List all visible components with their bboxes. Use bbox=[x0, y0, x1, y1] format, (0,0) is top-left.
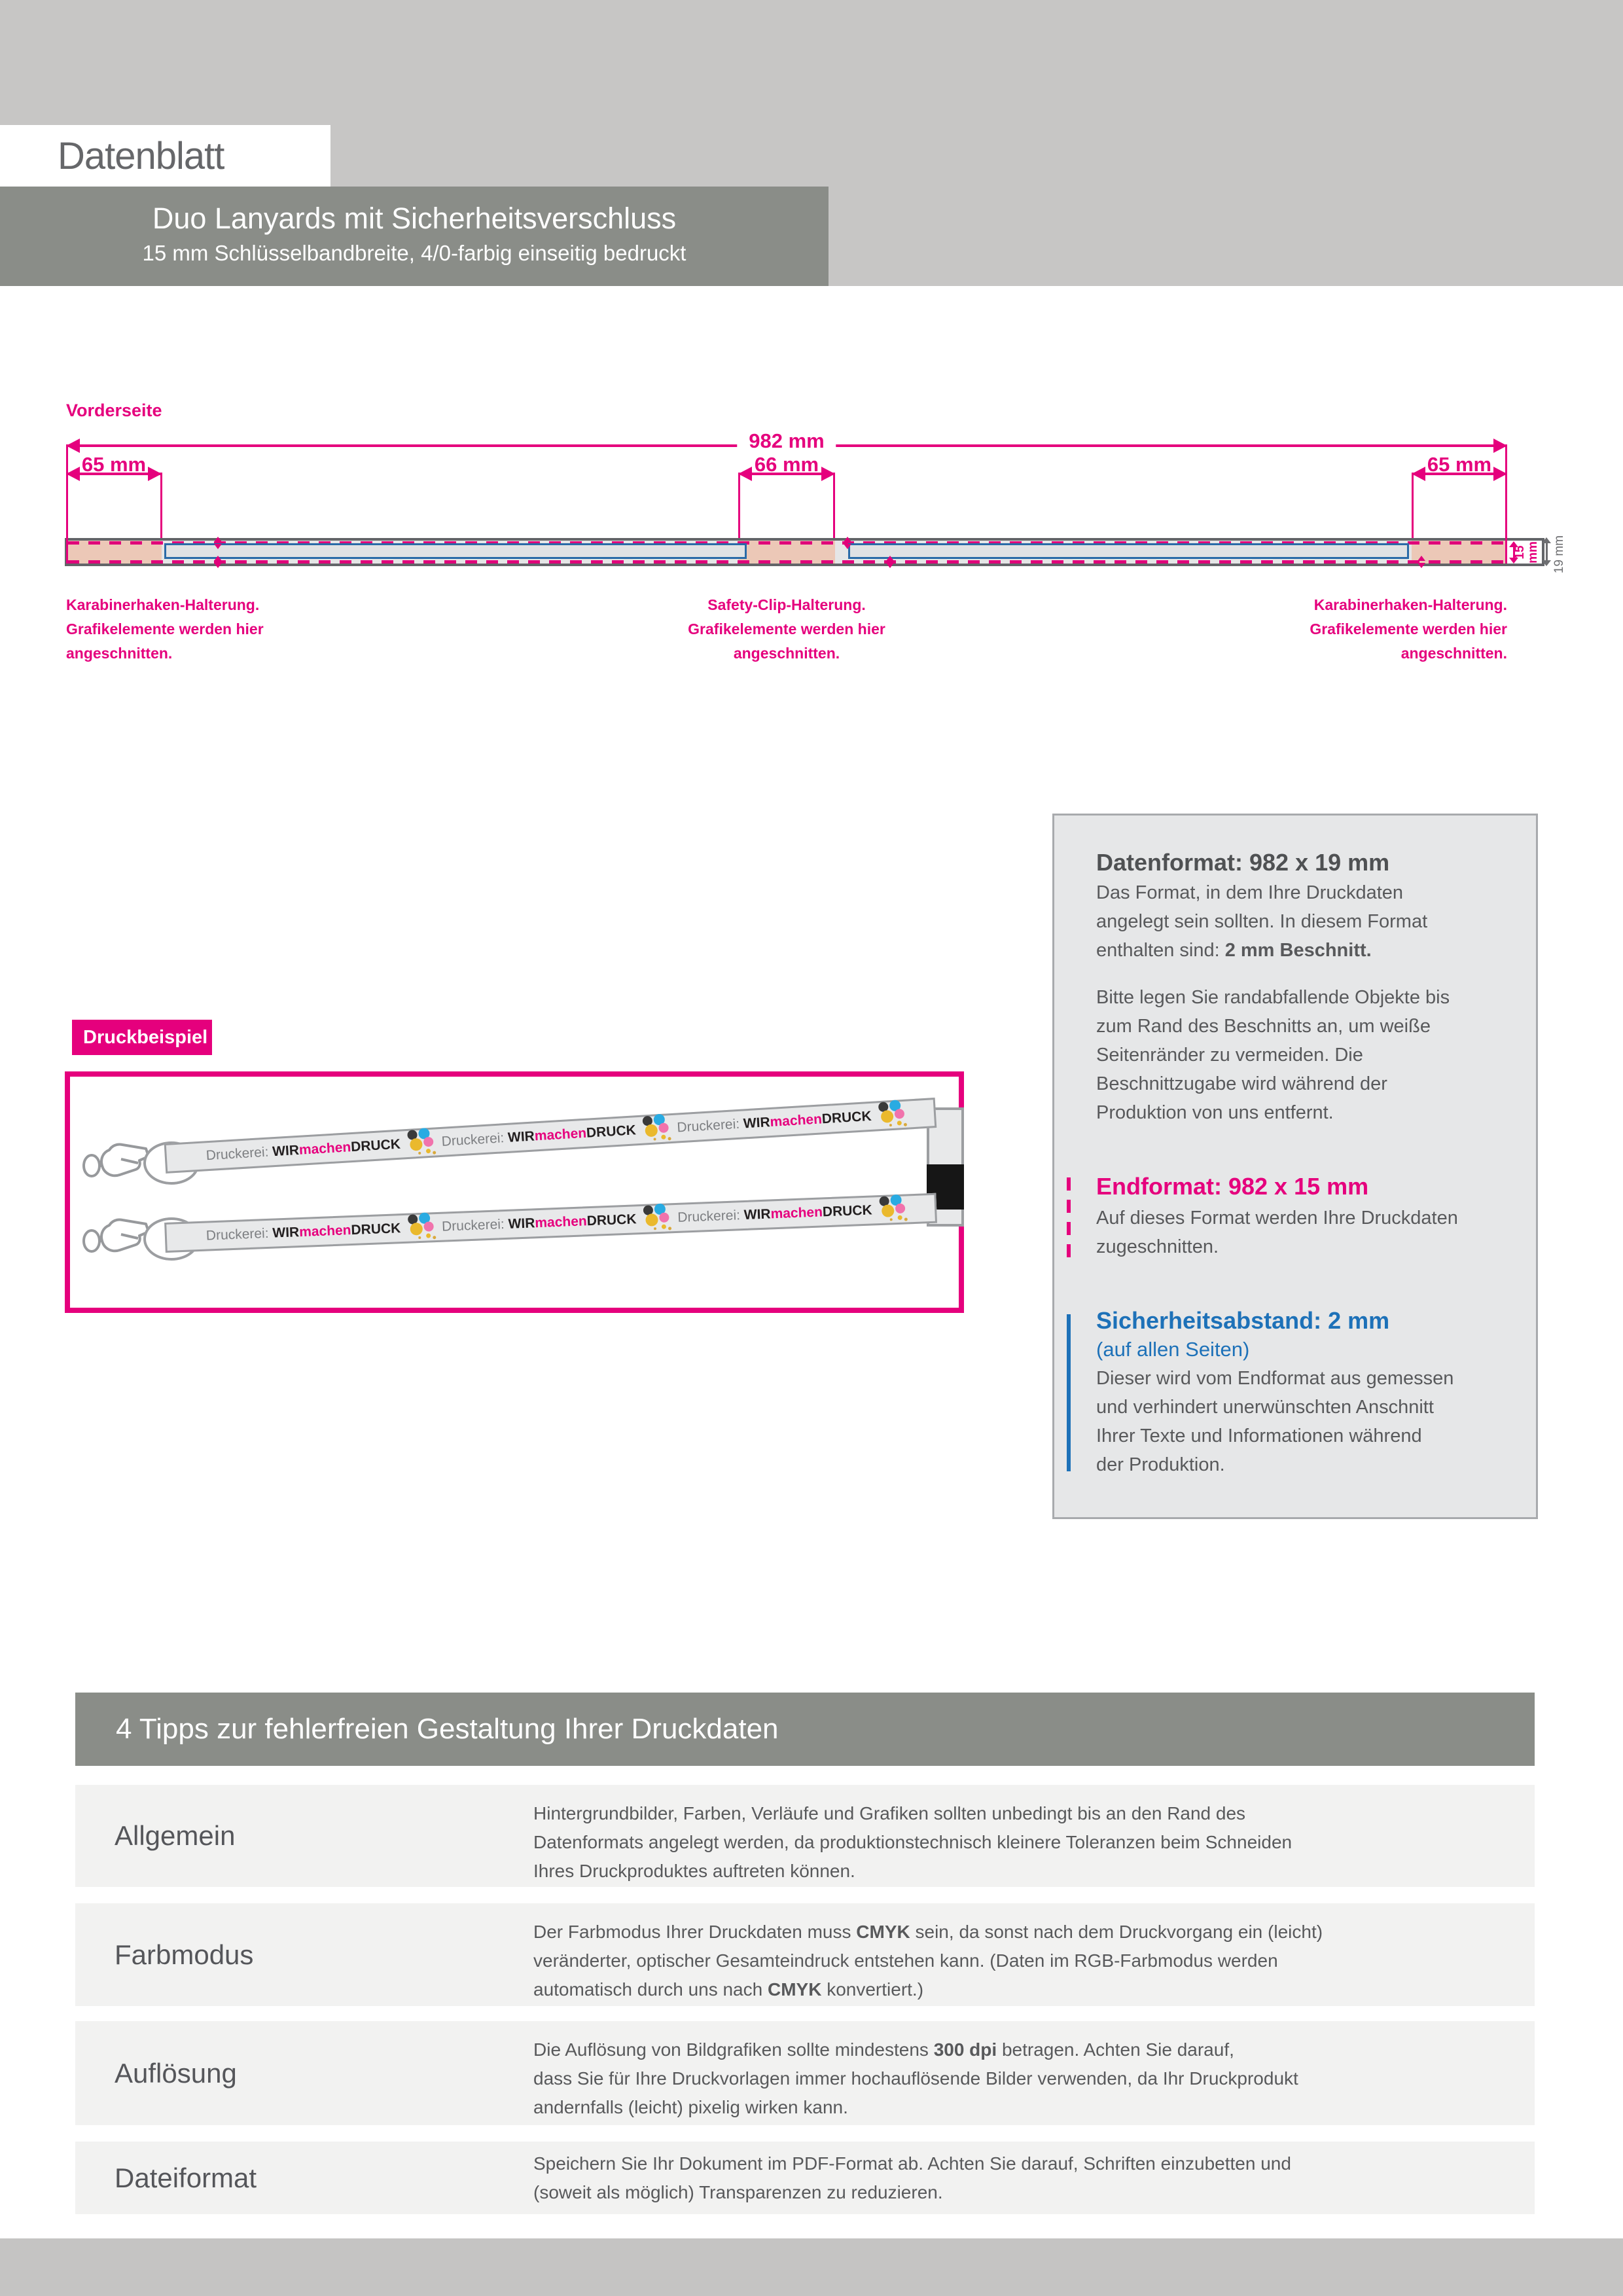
safety-margin-heading: Sicherheitsabstand: 2 mm bbox=[1096, 1307, 1390, 1334]
arrowhead-left-icon bbox=[66, 467, 80, 481]
bleed-tick-icon bbox=[214, 563, 222, 568]
arrowhead-right-icon bbox=[148, 467, 162, 481]
bleed-tick-icon bbox=[1418, 563, 1425, 568]
extension-line bbox=[738, 473, 740, 538]
doc-type-label: Datenblatt bbox=[58, 134, 224, 177]
bleed-tick-icon bbox=[844, 544, 851, 549]
extension-line bbox=[1505, 447, 1507, 564]
cmyk-splash-icon bbox=[876, 1195, 909, 1224]
bleed-tick-icon bbox=[214, 556, 222, 561]
dimension-line-middle bbox=[738, 473, 835, 475]
datenformat-paragraph-2: Bitte legen Sie randabfallende Objekte bis zum Rand des Beschnitts an, um weiße Seitenränder zu vermeiden. Die Beschnittzugabe wird während der Produktion von uns entfernt. bbox=[1096, 987, 1450, 1123]
bleed-tick-icon bbox=[886, 556, 894, 561]
product-subtitle: 15 mm Schlüsselbandbreite, 4/0-farbig einseitig bedruckt bbox=[142, 241, 687, 265]
brand-logo-text: Druckerei: WIRmachenDRUCK bbox=[205, 1221, 401, 1244]
extension-line bbox=[833, 473, 835, 538]
dimension-height-data-label: 19 mm bbox=[1552, 535, 1566, 574]
tip-row-aufloesung bbox=[75, 2021, 1535, 2125]
cmyk-splash-icon bbox=[404, 1128, 437, 1158]
tip-label: Allgemein bbox=[115, 1820, 236, 1851]
endformat-dashed-line-bottom bbox=[67, 560, 1507, 564]
print-example-box bbox=[65, 1071, 964, 1313]
tip-text: Die Auflösung von Bildgrafiken sollte mindestens 300 dpi betragen. Achten Sie darauf, dass Sie für Ihre Druckvorlagen immer hochauflösende Bilder verwenden, da Ihr Druckprodukt andernfalls (leicht) pixelig wirken kann. bbox=[533, 2039, 1298, 2117]
product-title: Duo Lanyards mit Sicherheitsverschluss bbox=[152, 202, 677, 235]
arrowhead-left-icon bbox=[66, 439, 80, 453]
lanyard-strap-top bbox=[164, 1098, 937, 1174]
dimension-left-label: 65 mm bbox=[81, 453, 147, 476]
tip-label: Dateiformat bbox=[115, 2162, 257, 2193]
endformat-heading: Endformat: 982 x 15 mm bbox=[1096, 1173, 1369, 1200]
cmyk-splash-icon bbox=[876, 1101, 908, 1130]
brand-logo-text: Druckerei: WIRmachenDRUCK bbox=[677, 1202, 873, 1225]
bleed-tick-icon bbox=[886, 563, 894, 568]
caption-carabiner-left: Karabinerhaken-Halterung. Grafikelemente werden hier angeschnitten. bbox=[66, 596, 264, 662]
tip-row-dateiformat bbox=[75, 2142, 1535, 2214]
brand-logo-text: Druckerei: WIRmachenDRUCK bbox=[676, 1108, 872, 1136]
bleed-tick-icon bbox=[1418, 556, 1425, 561]
title-banner bbox=[0, 187, 829, 286]
dimension-total-label: 982 mm bbox=[737, 429, 836, 453]
tip-text: Der Farbmodus Ihrer Druckdaten muss CMYK sein, da sonst nach dem Druckvorgang ein (leicht) veränderter, optischer Gesamteindruck entstehen kann. (Daten im RGB-Farbmodus werden automatisch durch uns nach CMYK konvertiert.) bbox=[533, 1922, 1323, 2000]
extension-line bbox=[66, 447, 68, 564]
tip-text: Hintergrundbilder, Farben, Verläufe und Grafiken sollten unbedingt bis an den Rand des Datenformats angelegt werden, da produktionstechnisch kleinere Toleranzen beim Schneiden Ihres Druckproduktes auftreten können. bbox=[533, 1803, 1293, 1881]
lanyard-band-diagram bbox=[65, 538, 1544, 566]
dim19-arrow-down-icon bbox=[1542, 560, 1551, 566]
safety-area-rect-left bbox=[164, 543, 747, 559]
safety-area-rect-right bbox=[848, 543, 1409, 559]
extension-line bbox=[160, 473, 162, 538]
dimension-right-label: 65 mm bbox=[1427, 453, 1492, 476]
extension-line bbox=[1412, 473, 1414, 538]
side-label: Vorderseite bbox=[66, 401, 162, 420]
datenformat-heading: Datenformat: 982 x 19 mm bbox=[1096, 849, 1390, 876]
tips-section-title: 4 Tipps zur fehlerfreien Gestaltung Ihrer Druckdaten bbox=[75, 1693, 1535, 1766]
brand-logo-text: Druckerei: WIRmachenDRUCK bbox=[441, 1122, 637, 1149]
format-info-box bbox=[1052, 814, 1538, 1519]
footer-band bbox=[0, 2238, 1623, 2296]
datenformat-paragraph-1: Das Format, in dem Ihre Druckdaten angelegt sein sollten. In diesem Format enthalten sind: 2 mm Beschnitt. bbox=[1096, 882, 1428, 961]
print-example-label: Druckbeispiel bbox=[72, 1020, 212, 1055]
endformat-paragraph: Auf dieses Format werden Ihre Druckdaten zugeschnitten. bbox=[1096, 1208, 1458, 1257]
doc-type-label-box bbox=[0, 125, 330, 187]
safety-margin-paragraph: Dieser wird vom Endformat aus gemessen und verhindert unerwünschten Anschnitt Ihrer Texte und Informationen während der Produktion. bbox=[1096, 1368, 1454, 1475]
brand-logo-text: Druckerei: WIRmachenDRUCK bbox=[205, 1136, 401, 1164]
tip-row-farbmodus bbox=[75, 1903, 1535, 2006]
bleed-tick-icon bbox=[844, 537, 851, 542]
safety-margin-subheading: (auf allen Seiten) bbox=[1096, 1338, 1250, 1361]
tip-label: Auflösung bbox=[115, 2057, 237, 2089]
dimension-height-end-label: 15 mm bbox=[1513, 541, 1540, 564]
arrowhead-left-icon bbox=[738, 467, 752, 481]
bleed-tick-icon bbox=[214, 537, 222, 542]
bleed-tick-icon bbox=[214, 544, 222, 549]
arrowhead-left-icon bbox=[1412, 467, 1425, 481]
brand-logo-text: Druckerei: WIRmachenDRUCK bbox=[441, 1211, 637, 1234]
tip-text: Speichern Sie Ihr Dokument im PDF-Format ab. Achten Sie darauf, Schriften einzubetten und (soweit als möglich) Transparenzen zu reduzieren. bbox=[533, 2153, 1291, 2202]
lanyard-strap-bottom bbox=[164, 1193, 937, 1253]
cmyk-splash-icon bbox=[641, 1204, 673, 1233]
cmyk-splash-icon bbox=[405, 1213, 438, 1242]
dimension-middle-label: 66 mm bbox=[754, 453, 819, 476]
cmyk-splash-icon bbox=[640, 1115, 673, 1144]
tip-label: Farbmodus bbox=[115, 1939, 254, 1970]
tip-row-allgemein bbox=[75, 1785, 1535, 1887]
caption-carabiner-right: Karabinerhaken-Halterung. Grafikelemente werden hier angeschnitten. bbox=[1310, 596, 1507, 662]
caption-safety-clip: Safety-Clip-Halterung. Grafikelemente werden hier angeschnitten. bbox=[688, 596, 885, 662]
dim19-bar bbox=[1546, 542, 1548, 562]
